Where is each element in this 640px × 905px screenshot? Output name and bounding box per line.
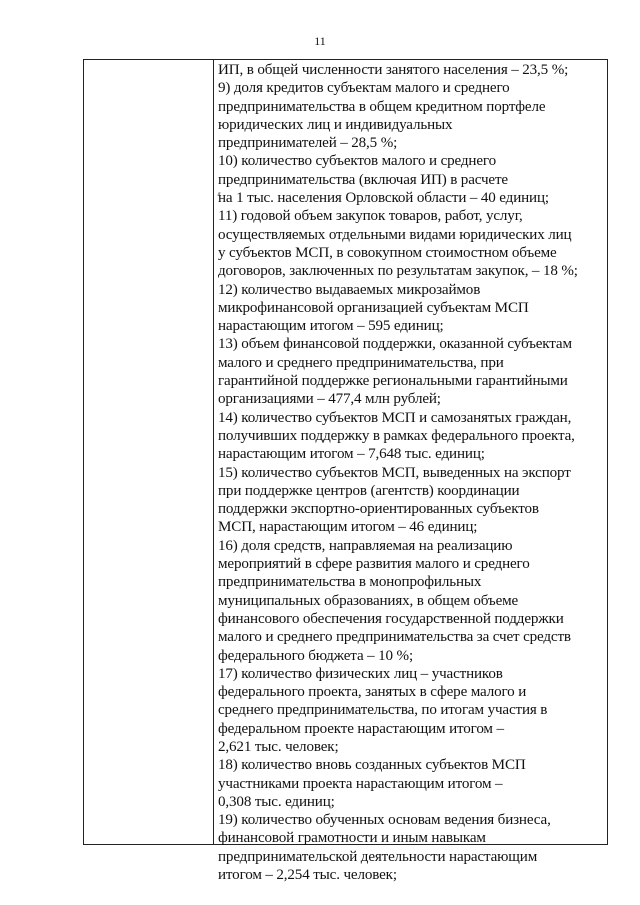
text-line: 16) доля средств, направляемая на реализацию <box>218 537 513 554</box>
text-line: предпринимателей – 28,5 %; <box>218 135 398 152</box>
text-line: 19) количество обученных основам ведения бизнеса, <box>218 812 551 829</box>
text-line: поддержки экспортно-ориентированных субъектов <box>218 501 539 518</box>
text-line: итогом – 2,254 тыс. человек; <box>218 867 397 884</box>
text-line: 9) доля кредитов субъектам малого и среднего <box>218 80 510 97</box>
text-line: предпринимательства (включая ИП) в расчете <box>218 171 508 188</box>
text-line: муниципальных образованиях, в общем объеме <box>218 592 519 609</box>
text-line: микрофинансовой организацией субъектам МСП <box>218 299 529 316</box>
text-line: 17) количество физических лиц – участников <box>218 665 503 682</box>
text-line: на 1 тыс. населения Орловской области – 40 единиц; <box>218 190 549 207</box>
text-line: договоров, заключенных по результатам закупок, – 18 %; <box>218 263 578 280</box>
text-line: нарастающим итогом – 595 единиц; <box>218 318 444 335</box>
text-line: юридических лиц и индивидуальных <box>218 116 453 133</box>
text-line: федерального бюджета – 10 %; <box>218 647 414 664</box>
text-line: федеральном проекте нарастающим итогом – <box>218 720 504 737</box>
text-line: ИП, в общей численности занятого населения – 23,5 %; <box>218 62 569 78</box>
text-line: у субъектов МСП, в совокупном стоимостном объеме <box>218 244 557 261</box>
text-line: гарантийной поддержке региональными гарантийными <box>218 373 568 390</box>
text-line: предпринимательства в общем кредитном портфеле <box>218 98 546 115</box>
text-line: 18) количество вновь созданных субъектов МСП <box>218 757 526 774</box>
text-line: нарастающим итогом – 7,648 тыс. единиц; <box>218 446 485 463</box>
text-line: 0,308 тыс. единиц; <box>218 793 335 810</box>
text-line: финансового обеспечения государственной поддержки <box>218 610 564 627</box>
text-line: малого и среднего предпринимательства за счет средств <box>218 629 571 646</box>
text-line: финансовой грамотности и иным навыкам <box>218 830 486 847</box>
document-table <box>83 59 608 884</box>
text-line: 14) количество субъектов МСП и самозанятых граждан, <box>218 409 572 426</box>
text-line: при поддержке центров (агентств) координации <box>218 482 520 499</box>
text-line: организациями – 477,4 млн рублей; <box>218 391 441 408</box>
text-line: 13) объем финансовой поддержки, оказанной субъектам <box>218 336 572 353</box>
text-line: получивших поддержку в рамках федерального проекта, <box>218 427 575 444</box>
text-line: предпринимательства в монопрофильных <box>218 574 482 591</box>
text-line: 12) количество выдаваемых микрозаймов <box>218 281 481 298</box>
text-line: 11) годовой объем закупок товаров, работ, услуг, <box>218 208 523 225</box>
table-left-cell <box>84 60 214 844</box>
text-line: мероприятий в сфере развития малого и среднего <box>218 556 530 573</box>
text-line: федерального проекта, занятых в сфере малого и <box>218 684 527 701</box>
text-line: 2,621 тыс. человек; <box>218 738 339 755</box>
text-line: 10) количество субъектов малого и среднего <box>218 153 496 170</box>
text-line: предпринимательской деятельности нарастающим <box>218 848 538 865</box>
text-line: МСП, нарастающим итогом – 46 единиц; <box>218 519 478 536</box>
text-line: среднего предпринимательства, по итогам участия в <box>218 702 548 719</box>
text-line: малого и среднего предпринимательства, при <box>218 354 504 371</box>
text-line: участниками проекта нарастающим итогом – <box>218 775 503 792</box>
page-number: 11 <box>314 34 326 48</box>
text-line: 15) количество субъектов МСП, выведенных на экспорт <box>218 464 571 481</box>
table-right-cell <box>214 60 607 884</box>
text-line: осуществляемых отдельными видами юридических лиц <box>218 226 572 243</box>
